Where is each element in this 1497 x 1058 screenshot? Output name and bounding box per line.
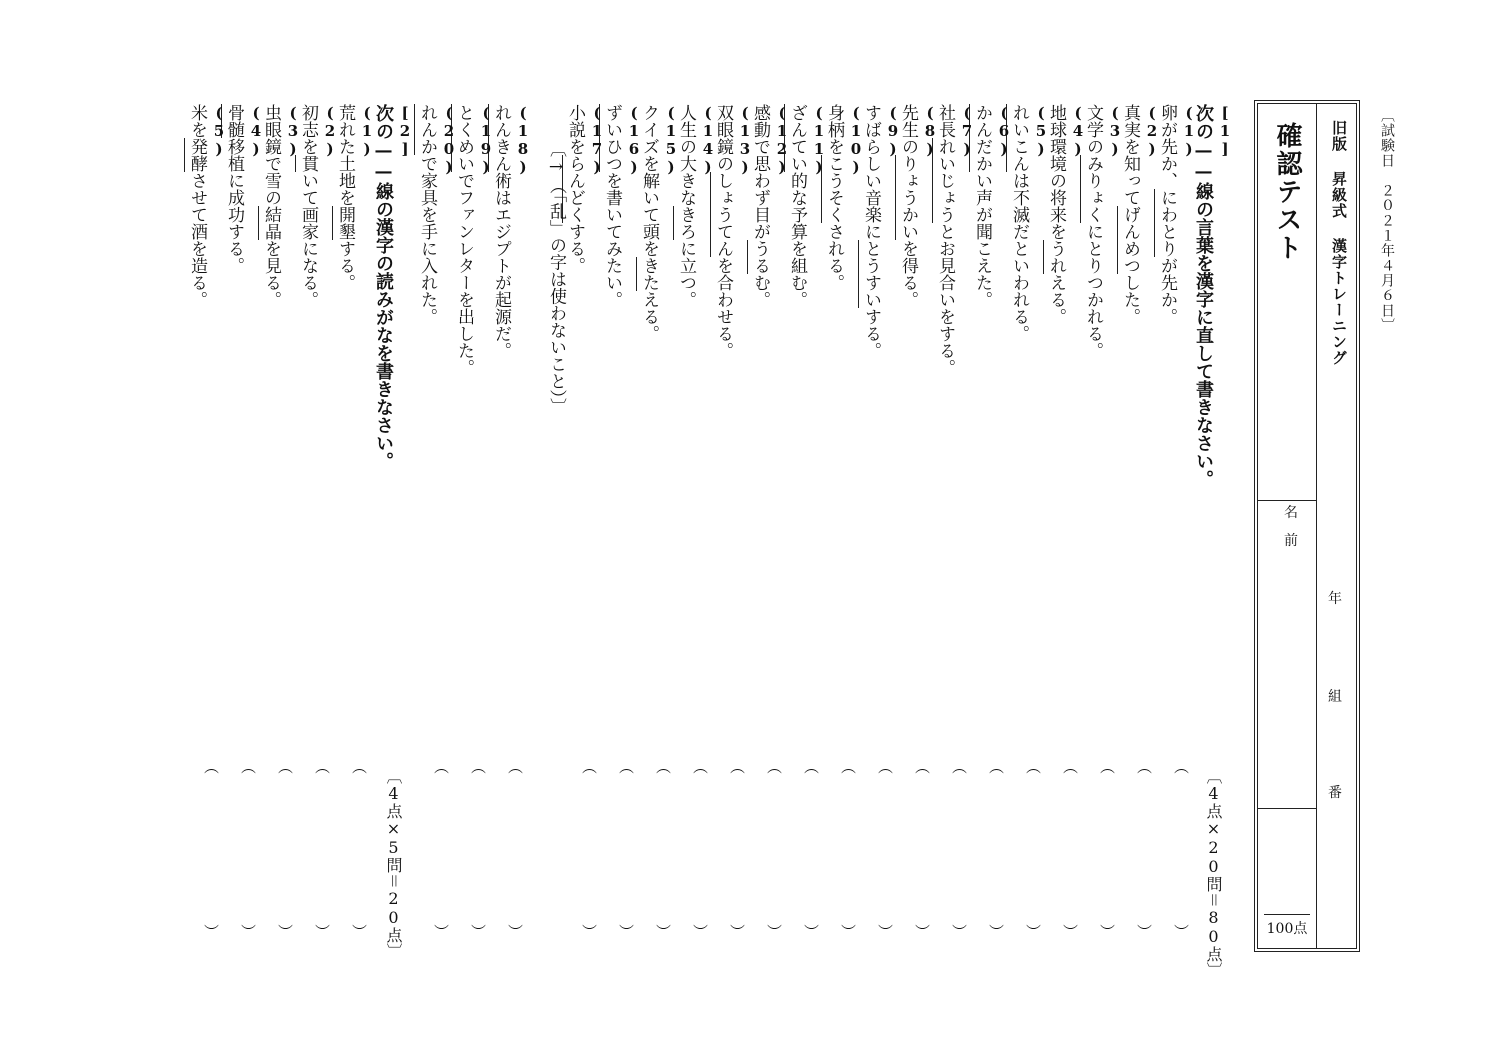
section2-instruction-text: 次の——線の漢字の読みがなを書きなさい。: [373, 104, 394, 470]
paren-open: ︵: [878, 758, 894, 776]
question-item: (15) クイズを解いて頭をきたえる。: [646, 104, 680, 342]
course-title: 旧版 昇級式 漢字トレーニング: [1330, 120, 1348, 366]
paren-close: ︶: [434, 923, 450, 941]
answer-blank[interactable]: [582, 756, 596, 942]
underlined-word: れいじょう: [932, 138, 955, 223]
underlined-word: 結晶: [258, 206, 281, 240]
answer-blank[interactable]: [952, 756, 966, 942]
underlined-word: とくめい: [451, 104, 474, 172]
paren-open: ︵: [1100, 758, 1116, 776]
answer-blank[interactable]: [1063, 756, 1077, 942]
question-item: (20) れんかで家具を手に入れた。: [424, 104, 458, 325]
grade-label-number: 番: [1328, 785, 1342, 801]
name-label-char: 名: [1284, 505, 1298, 521]
paren-close: ︶: [952, 923, 968, 941]
question-item: (3) 文学のみりょくにとりつかれる。: [1090, 104, 1124, 359]
paren-open: ︵: [1137, 758, 1153, 776]
underlined-word: ずいひつ: [599, 104, 622, 172]
underlined-word: うれ: [1043, 240, 1066, 274]
question-item: (8) 先生のりょうかいを得る。: [905, 104, 939, 308]
paren-close: ︶: [841, 923, 857, 941]
paren-close: ︶: [1174, 923, 1190, 941]
test-title: 確認テスト: [1272, 122, 1302, 262]
underlined-word: きろ: [673, 206, 696, 240]
paren-open: ︵: [582, 758, 598, 776]
name-label: [1284, 506, 1298, 562]
paren-open: ︵: [915, 758, 931, 776]
underlined-word: らんどく: [562, 155, 585, 223]
grade-label-class: 組: [1328, 689, 1342, 705]
underlined-word: しょうてん: [710, 172, 733, 257]
paren-open: ︵: [730, 758, 746, 776]
section1-number: [1]: [1216, 104, 1234, 158]
section1-points: 〔4点×20問＝80点〕: [1204, 768, 1223, 978]
paren-close: ︶: [804, 923, 820, 941]
paren-open: ︵: [841, 758, 857, 776]
underlined-word: げんめつ: [1117, 206, 1140, 274]
paren-close: ︶: [471, 923, 487, 941]
underlined-word: こうそく: [821, 155, 844, 223]
header-row-divider: [1258, 500, 1316, 501]
grade-label-year: 年: [1328, 591, 1342, 607]
section2-number: [2]: [396, 104, 414, 158]
score-cell: [1258, 808, 1316, 948]
question-item: (6) かんだかい声が聞こえた。: [979, 104, 1013, 308]
underlined-word: とうすい: [858, 240, 881, 308]
answer-blank[interactable]: [204, 756, 218, 942]
underlined-word: きた: [636, 257, 659, 291]
paren-open: ︵: [656, 758, 672, 776]
answer-blank[interactable]: [878, 756, 892, 942]
paren-close: ︶: [204, 923, 220, 941]
answer-blank[interactable]: [471, 756, 485, 942]
paren-open: ︵: [952, 758, 968, 776]
paren-open: ︵: [804, 758, 820, 776]
answer-blank[interactable]: [804, 756, 818, 942]
paren-close: ︶: [1100, 923, 1116, 941]
paren-close: ︶: [278, 923, 294, 941]
question-item: (13) 双眼鏡のしょうてんを合わせる。: [720, 104, 754, 359]
paren-open: ︵: [619, 758, 635, 776]
header-box: [1254, 100, 1360, 952]
question-item: (12) 感動で思わず目がうるむ。: [757, 104, 791, 308]
question-item: (5) 米を発酵させて酒を造る。: [194, 104, 228, 308]
underlined-word: みりょく: [1080, 155, 1103, 223]
paren-open: ︵: [434, 758, 450, 776]
question-item: (1) 荒れた土地を開墾する。: [342, 104, 376, 291]
paren-open: ︵: [693, 758, 709, 776]
underlined-word: ざんてい: [784, 104, 807, 172]
answer-blank[interactable]: [730, 756, 744, 942]
section1-instruction: [1193, 104, 1234, 488]
underlined-word: 発酵: [184, 138, 207, 172]
paren-close: ︶: [1026, 923, 1042, 941]
paren-close: ︶: [767, 923, 783, 941]
paren-open: ︵: [315, 758, 331, 776]
question-item: (14) 人生の大きなきろに立つ。: [683, 104, 717, 308]
paren-close: ︶: [582, 923, 598, 941]
answer-blank[interactable]: [693, 756, 707, 942]
answer-blank[interactable]: [434, 756, 448, 942]
underlined-word: にわとり: [1154, 189, 1177, 257]
answer-blank[interactable]: [767, 756, 781, 942]
paren-open: ︵: [767, 758, 783, 776]
answer-blank[interactable]: [1026, 756, 1040, 942]
paren-close: ︶: [619, 923, 635, 941]
paren-close: ︶: [878, 923, 894, 941]
header-column-divider: [1316, 104, 1317, 948]
paren-open: ︵: [1174, 758, 1190, 776]
answer-blank[interactable]: [315, 756, 329, 942]
paren-close: ︶: [1137, 923, 1153, 941]
answer-blank[interactable]: [1174, 756, 1188, 942]
question-item: (4) 骨髄移植に成功する。: [231, 104, 265, 274]
question-item: (4) 地球環境の将来をうれえる。: [1053, 104, 1087, 325]
question-item: (18) れんきん術はエジプトが起源だ。: [498, 104, 532, 359]
paren-close: ︶: [693, 923, 709, 941]
underlined-word: れんきん: [488, 104, 511, 172]
paren-close: ︶: [315, 923, 331, 941]
underlined-word: 開墾: [332, 206, 355, 240]
underlined-word: 貫: [295, 155, 318, 172]
paren-open: ︵: [508, 758, 524, 776]
underlined-word: りょうかい: [895, 155, 918, 240]
underlined-word: うる: [747, 240, 770, 274]
section1-instruction-text: 次の——線の言葉を漢字に直して書きなさい。: [1193, 104, 1214, 488]
test-date: 〔試験日 ２０２１年４月６日〕: [1379, 108, 1395, 333]
paren-close: ︶: [1063, 923, 1079, 941]
paren-open: ︵: [352, 758, 368, 776]
name-label-char: 前: [1284, 533, 1298, 549]
answer-blank[interactable]: [989, 756, 1003, 942]
paren-open: ︵: [241, 758, 257, 776]
paren-close: ︶: [989, 923, 1005, 941]
answer-blank[interactable]: [508, 756, 522, 942]
answer-blank[interactable]: [1100, 756, 1114, 942]
question-note: 〔→（「乱」の字は使わないこと）〕: [546, 140, 566, 415]
paren-close: ︶: [508, 923, 524, 941]
question-item: (11) ざんてい的な予算を組む。: [794, 104, 828, 308]
paren-open: ︵: [278, 758, 294, 776]
paren-open: ︵: [989, 758, 1005, 776]
answer-blank[interactable]: [1137, 756, 1151, 942]
answer-blank[interactable]: [841, 756, 855, 942]
section2-instruction: [373, 104, 414, 470]
question-item: (2) 初志を貫いて画家になる。: [305, 104, 339, 308]
answer-blank[interactable]: [352, 756, 366, 942]
underlined-word: かんだか: [969, 104, 992, 172]
question-item: (3) 虫眼鏡で雪の結晶を見る。: [268, 104, 302, 308]
answer-blank[interactable]: [241, 756, 255, 942]
answer-blank[interactable]: [278, 756, 292, 942]
question-item: (1) 卵が先か、にわとりが先か。: [1164, 104, 1198, 325]
question-item: (10) 身柄をこうそくされる。: [831, 104, 865, 291]
paren-close: ︶: [656, 923, 672, 941]
question-item: (2) 真実を知ってげんめつした。: [1127, 104, 1161, 325]
paren-open: ︵: [1063, 758, 1079, 776]
paren-close: ︶: [730, 923, 746, 941]
score-total: 100点: [1264, 914, 1310, 938]
section2-points: 〔4点×5問＝20点〕: [384, 768, 403, 959]
question-item: (5) れいこんは不滅だといわれる。: [1016, 104, 1050, 342]
answer-blank[interactable]: [619, 756, 633, 942]
paren-close: ︶: [241, 923, 257, 941]
answer-blank[interactable]: [915, 756, 929, 942]
question-item: (16) ずいひつを書いてみたい。: [609, 104, 643, 308]
paren-open: ︵: [1026, 758, 1042, 776]
paren-close: ︶: [915, 923, 931, 941]
answer-blank[interactable]: [656, 756, 670, 942]
paren-open: ︵: [204, 758, 220, 776]
underlined-word: 骨髄: [221, 104, 244, 138]
underlined-word: れんか: [414, 104, 437, 155]
question-item: (17) 小説をらんどくする。: [572, 104, 606, 274]
underlined-word: れいこん: [1006, 104, 1029, 172]
question-item: (7) 社長れいじょうとお見合いをする。: [942, 104, 976, 376]
question-item: (9) すばらしい音楽にとうすいする。: [868, 104, 902, 359]
paren-close: ︶: [352, 923, 368, 941]
paren-open: ︵: [471, 758, 487, 776]
question-item: (19) とくめいでファンレターを出した。: [461, 104, 495, 376]
